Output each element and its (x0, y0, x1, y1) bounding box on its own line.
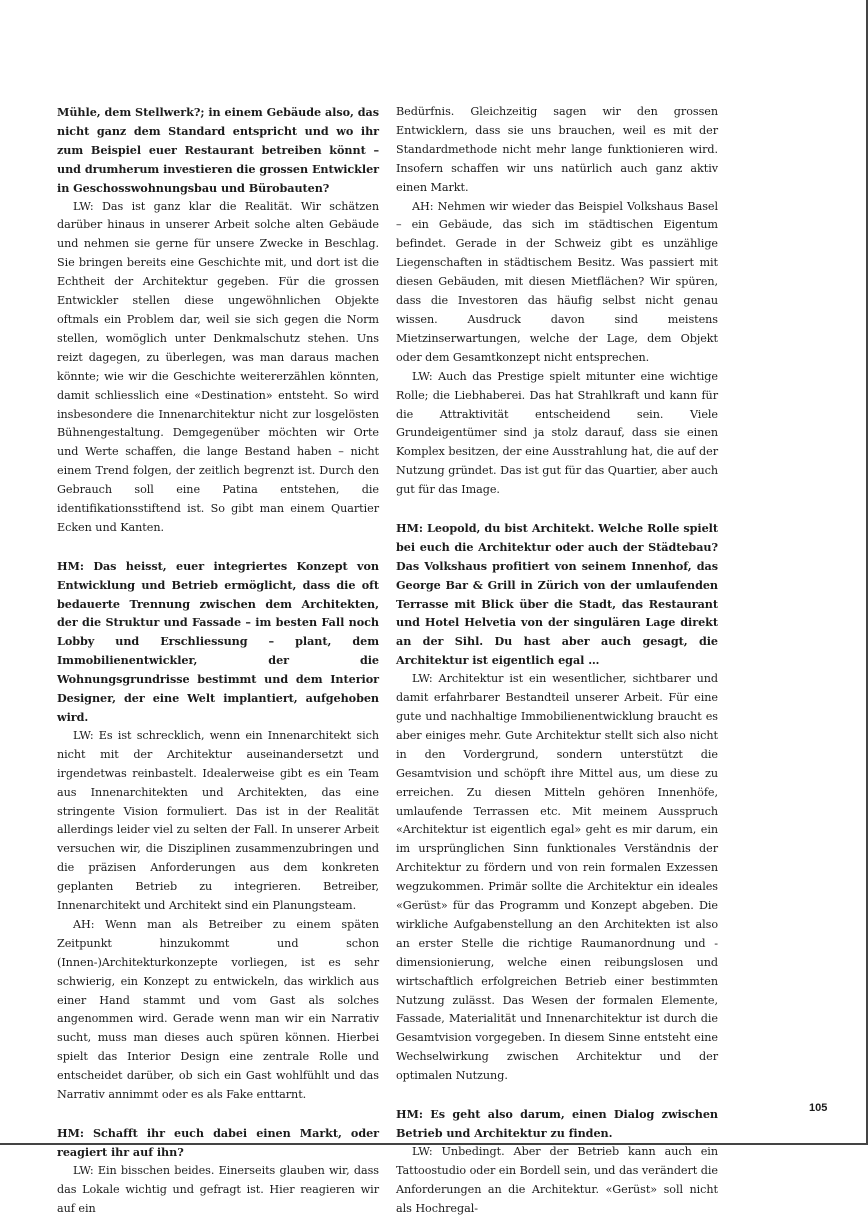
interview-question: HM: Schafft ihr euch dabei einen Markt, oder reagiert ihr auf ihn? (57, 1125, 379, 1159)
interview-answer: LW: Es ist schrecklich, wenn ein Innenarchitekt sich nicht mit der Architektur auseinandersetzt und irgendetwas reinbastelt. Idealerweise gibt es ein Team aus Innenarchitekten und Architekten, das eine stringente Vision formuliert. Das ist in der Realität allerdings leider viel zu selten der Fall. In unserer Arbeit versuchen wir, die Disziplinen zusammenzubringen und die präzisen Anforderungen aus dem konkreten geplanten Betrieb zu integrieren. Betreiber, Innenarchitekt und Architekt sind ein Planungsteam. (57, 728, 379, 913)
interview-answer-continued: Bedürfnis. Gleichzeitig sagen wir den grossen Entwicklern, dass sie uns brauchen, weil es mit der Standardmethode nicht mehr lange funktionieren wird. Insofern schaffen wir uns natürlich auch ganz aktiv einen Markt. (396, 105, 718, 194)
paragraph-gap (57, 1105, 379, 1124)
interview-answer: LW: Das ist ganz klar die Realität. Wir schätzen darüber hinaus in unserer Arbeit solche alten Gebäude und nehmen sie gerne für unsere Zwecke in Beschlag. Sie bringen bereits eine Geschichte mit, und dort ist die Echtheit der Architektur gegeben. Für die grossen Entwickler stellen diese ungewöhnlichen Objekte oftmals ein Problem dar, weil sie sich gegen die Norm stellen, womöglich unter Denkmalschutz stehen. Uns reizt dagegen, zu überlegen, was man daraus machen könnte; wie wir die Geschichte weitererzählen könnten, damit schliesslich eine «Destination» entsteht. So wird insbesondere die Innenarchitektur nicht zur losgelösten Bühnengestaltung. Demgegenüber möchten wir Orte und Werte schaffen, die lange Bestand haben – nicht einem Trend folgen, der zeitlich begrenzt ist. Durch den Gebrauch soll eine Patina entstehen, die identifikationsstiftend ist. So gibt man einem Quartier Ecken und Kanten. (57, 199, 379, 534)
interview-answer: LW: Architektur ist ein wesentlicher, sichtbarer und damit erfahrbarer Bestandteil unserer Arbeit. Für eine gute und nachhaltige Immobilienentwicklung braucht es aber einiges mehr. Gute Architektur stellt sich also nicht in den Vordergrund, sondern unterstützt die Gesamtvision und schöpft ihre Mittel aus, um diese zu erreichen. Zu diesen Mitteln gehören Innenhöfe, umlaufende Terrassen etc. Mit meinem Ausspruch «Architektur ist eigentlich egal» geht es mir darum, ein im ursprünglichen Sinn funktionales Verständnis der Architektur zu fördern und von rein formalen Exzessen wegzukommen. Primär sollte die Architektur ein ideales «Gerüst» für das Programm und Konzept abgeben. Die wirkliche Aufgabenstellung an den Architekten ist also an erster Stelle die richtige Raumanordnung und -dimensionierung, welche einen reibungslosen und wirtschaftlich erfolgreichen Betrieb einer bestimmten Nutzung zulässt. Das Wesen der formalen Elemente, Fassade, Materialität und Innenarchitektur ist durch die Gesamtvision vorgegeben. In diesem Sinne entsteht eine Wechselwirkung zwischen Architektur und der optimalen Nutzung. (396, 672, 718, 1083)
interview-question: HM: Das heisst, euer integriertes Konzept von Entwicklung und Betrieb ermöglicht, dass die oft bedauerte Trennung zwischen dem Architekten, der die Struktur und Fassade – im besten Fall noch Lobby und Erschliessung – plant, dem Immobilienentwickler, der die Wohnungsgrundrisse bestimmt und dem Interior Designer, der eine Welt implantiert, aufgehoben wird. (57, 558, 379, 724)
interview-answer: AH: Wenn man als Betreiber zu einem späten Zeitpunkt hinzukommt und schon (Innen-)Architekturkonzepte vorliegen, ist es sehr schwierig, ein Konzept zu entwickeln, das wirklich aus einer Hand stammt und vom Gast als solches angenommen wird. Gerade wenn man wir ein Narrativ sucht, muss man dieses auch spüren können. Hierbei spielt das Interior Design eine zentrale Rolle und entscheidet darüber, ob sich ein Gast wohlfühlt und das Narrativ annimmt oder es als Fake enttarnt. (57, 917, 379, 1102)
paragraph-gap (396, 500, 718, 519)
left-column (57, 103, 379, 1218)
interview-answer: LW: Unbedingt. Aber der Betrieb kann auch ein Tattoostudio oder ein Bordell sein, und das verändert die Anforderungen an die Architektur. «Gerüst» soll nicht als Hochregal- (396, 1144, 718, 1215)
interview-answer: LW: Ein bisschen beides. Einerseits glauben wir, dass das Lokale wichtig und gefragt ist. Hier reagieren wir auf ein (57, 1163, 379, 1215)
interview-question: Mühle, dem Stellwerk?; in einem Gebäude also, das nicht ganz dem Standard entspricht und wo ihr zum Beispiel euer Restaurant betreiben könnt – und drumherum investieren die grossen Entwickler in Geschosswohnungsbau und Bürobauten? (57, 105, 379, 195)
interview-question: HM: Es geht also darum, einen Dialog zwischen Betrieb und Architektur zu finden. (396, 1107, 718, 1140)
right-column (396, 103, 718, 1218)
paragraph-gap (396, 1086, 718, 1105)
interview-answer: LW: Auch das Prestige spielt mitunter eine wichtige Rolle; die Liebhaberei. Das hat Strahlkraft und kann für die Attraktivität entscheidend sein. Viele Grundeigentümer sind ja stolz darauf, dass sie einen Komplex besitzen, der eine Ausstrahlung hat, die auf der Nutzung gründet. Das ist gut für das Quartier, aber auch gut für das Image. (396, 369, 718, 497)
interview-question: HM: Leopold, du bist Architekt. Welche Rolle spielt bei euch die Architektur oder auch der Städtebau? Das Volkshaus profitiert von seinem Innenhof, das George Bar & Grill in Zürich von der umlaufenden Terrasse mit Blick über die Stadt, das Restaurant und Hotel Helvetia von der singulären Lage direkt an der Sihl. Du hast aber auch gesagt, die Architektur ist eigentlich egal … (396, 520, 718, 668)
page-number: 105 (809, 1102, 828, 1114)
paragraph-gap (57, 538, 379, 557)
interview-answer: AH: Nehmen wir wieder das Beispiel Volkshaus Basel – ein Gebäude, das sich im städtischen Eigentum befindet. Gerade in der Schweiz gibt es unzählige Liegenschaften in städtischem Besitz. Was passiert mit diesen Gebäuden, mit diesen Mietflächen? Wir spüren, dass die Investoren das häufig selbst nicht genau wissen. Ausdruck davon sind meistens Mietzinserwartungen, welche der Lage, dem Objekt oder dem Gesamtkonzept nicht entsprechen. (396, 199, 718, 364)
